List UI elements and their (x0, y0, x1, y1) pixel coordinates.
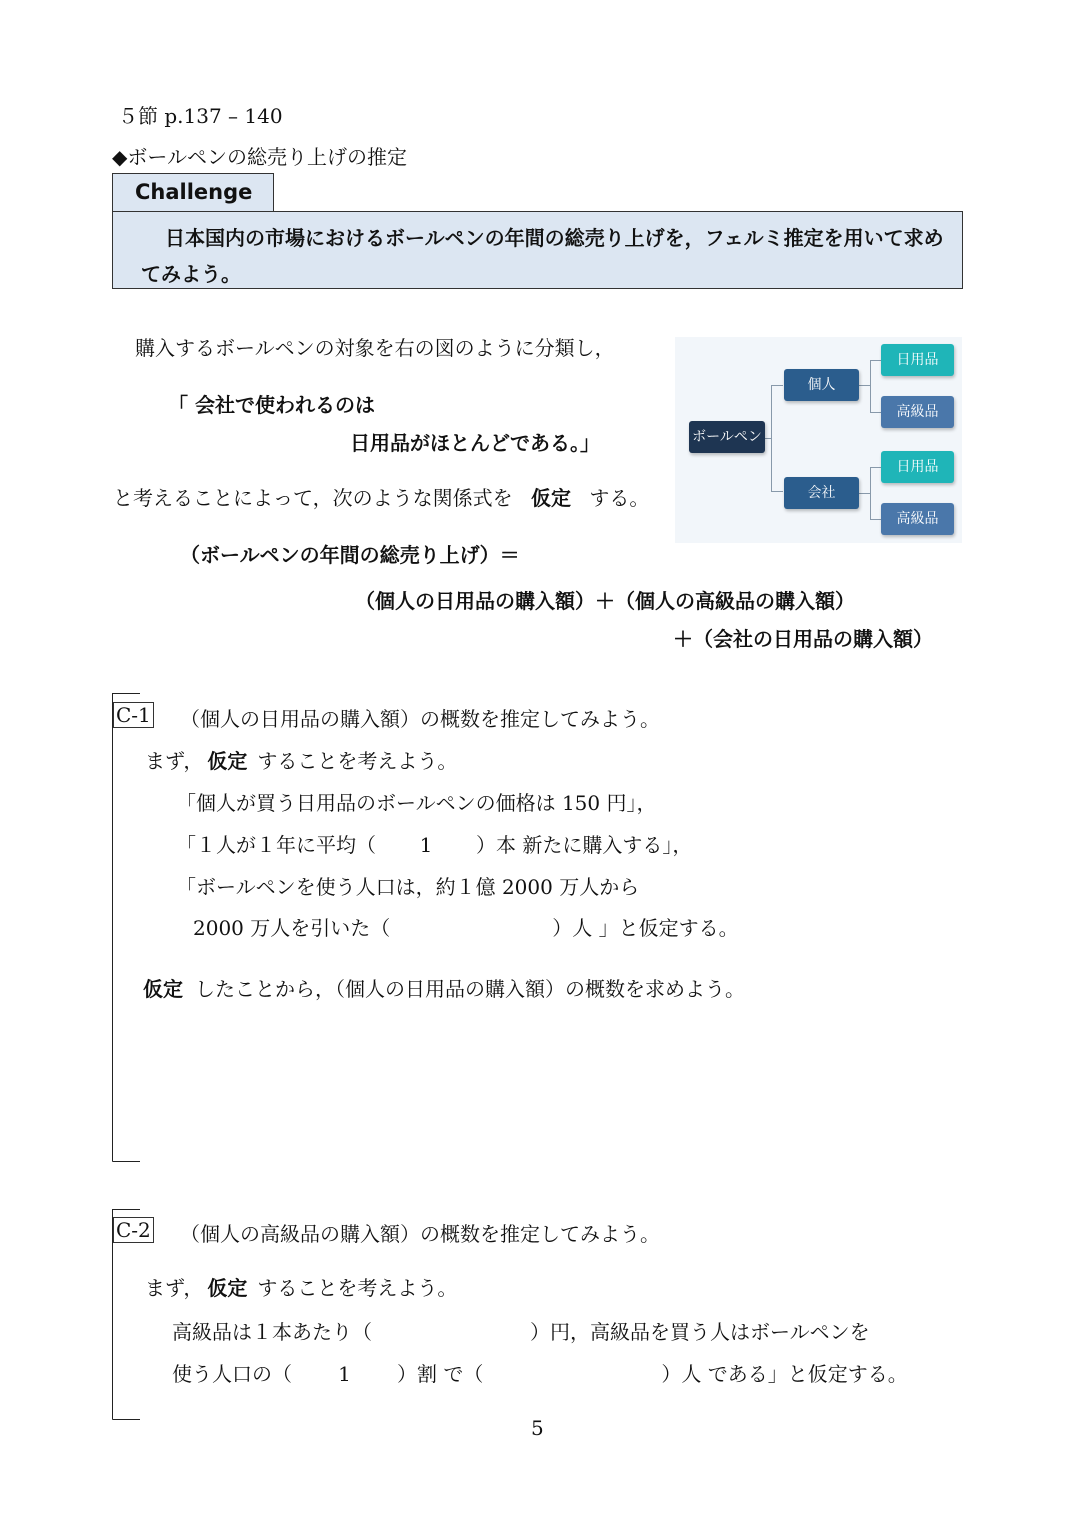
c1-assumption-4 (193, 912, 739, 941)
challenge-text-line2: てみよう。 (141, 262, 241, 286)
connector (870, 467, 871, 519)
c1-heading: （個人の日用品の購入額）の概数を推定してみよう。 (180, 707, 660, 731)
c1-question-bold: 仮定 (143, 977, 183, 1001)
connector (771, 385, 783, 386)
diagram-root-node: ボールペン (689, 421, 765, 453)
connector (771, 491, 783, 492)
classification-diagram (675, 337, 962, 543)
intro-line3-bold: 仮定 (530, 486, 571, 510)
c2-b1-post: ）円，高級品を買う人はボールペンを (530, 1320, 870, 1344)
diagram-company-luxury-node: 高級品 (881, 503, 954, 535)
c1-a4-post: ）人 」と仮定する。 (552, 916, 739, 940)
page-number: 5 (531, 1416, 544, 1440)
connector (771, 385, 772, 491)
c2-b2-pre: 使う人口の（ (172, 1362, 292, 1386)
formula-line3: ＋（会社の日用品の購入額） (673, 627, 933, 651)
c1-bracket-top (112, 693, 140, 694)
c2-b2-mid: ）割 で（ (397, 1362, 484, 1386)
c2-first-post: することを考えよう。 (257, 1276, 458, 1300)
formula-line2: （個人の日用品の購入額）＋（個人の高級品の購入額） (355, 589, 855, 613)
connector (870, 467, 881, 468)
diagram-individual-luxury-node: 高級品 (881, 396, 954, 428)
formula-line1: （ボールペンの年間の総売り上げ）＝ (180, 543, 520, 567)
c1-assumption-3: 「ボールペンを使う人口は，約１億 2000 万人から (176, 875, 640, 899)
c2-b2-value: 1 (338, 1362, 351, 1386)
c1-assumption-2 (176, 829, 692, 858)
challenge-text-line1: 日本国内の市場におけるボールペンの年間の総売り上げを，フェルミ推定を用いて求め (165, 226, 944, 250)
diagram-company-node: 会社 (784, 477, 859, 509)
c1-label: C-1 (113, 702, 154, 728)
c1-a2-value: 1 (419, 833, 433, 857)
challenge-label: Challenge (135, 180, 253, 204)
connector (764, 438, 771, 439)
c1-question-text: したことから，（個人の日用品の購入額）の概数を求めよう。 (195, 977, 745, 1001)
intro-quote2: 日用品がほとんどである。」 (350, 431, 600, 455)
c1-answer-area[interactable] (143, 1010, 963, 1150)
c1-first-pre: まず， (145, 749, 204, 773)
c1-a4-pre: 2000 万人を引いた（ (193, 916, 391, 940)
intro-line3 (113, 482, 649, 511)
section-reference: ５節 p.137 – 140 (118, 104, 283, 128)
connector (870, 519, 881, 520)
c1-a2-pre: 「１人が１年に平均（ (176, 833, 376, 857)
c1-assumption-1: 「個人が買う日用品のボールペンの価格は 150 円」， (176, 791, 657, 815)
diagram-individual-daily-node: 日用品 (881, 344, 954, 376)
c2-bracket-bottom (112, 1419, 140, 1420)
c1-first-bold: 仮定 (207, 749, 248, 773)
c1-question (143, 973, 745, 1002)
diagram-individual-node: 個人 (784, 369, 859, 401)
c2-b1-pre: 高級品は１本あたり（ (172, 1320, 372, 1344)
c2-first-line (145, 1272, 457, 1301)
c2-b2-post: ）人 である」と仮定する。 (661, 1362, 908, 1386)
c2-heading: （個人の高級品の購入額）の概数を推定してみよう。 (180, 1222, 660, 1246)
c1-a2-post: ）本 新たに購入する」， (476, 833, 693, 857)
connector (859, 493, 870, 494)
c1-first-post: することを考えよう。 (257, 749, 458, 773)
diagram-company-daily-node: 日用品 (881, 451, 954, 483)
connector (859, 385, 870, 386)
page-title: ◆ボールペンの総売り上げの推定 (112, 145, 407, 169)
connector (870, 360, 881, 361)
c2-first-pre: まず， (145, 1276, 204, 1300)
connector (870, 412, 881, 413)
challenge-tab (112, 173, 274, 211)
c2-assumption-2 (172, 1358, 908, 1387)
c2-label: C-2 (113, 1217, 154, 1243)
challenge-box (112, 211, 963, 289)
c2-first-bold: 仮定 (207, 1276, 248, 1300)
c2-bracket-top (112, 1209, 140, 1210)
intro-line3-post: する。 (589, 486, 650, 510)
c1-bracket-bottom (112, 1161, 140, 1162)
intro-quote1: 「 会社で使われるのは (168, 393, 375, 417)
intro-line1: 購入するボールペンの対象を右の図のように分類し， (135, 336, 615, 360)
c1-first-line (145, 745, 457, 774)
intro-line3-pre: と考えることによって，次のような関係式を (113, 486, 513, 510)
c1-bracket (112, 693, 113, 1161)
c2-assumption-1 (172, 1316, 870, 1345)
connector (870, 360, 871, 412)
